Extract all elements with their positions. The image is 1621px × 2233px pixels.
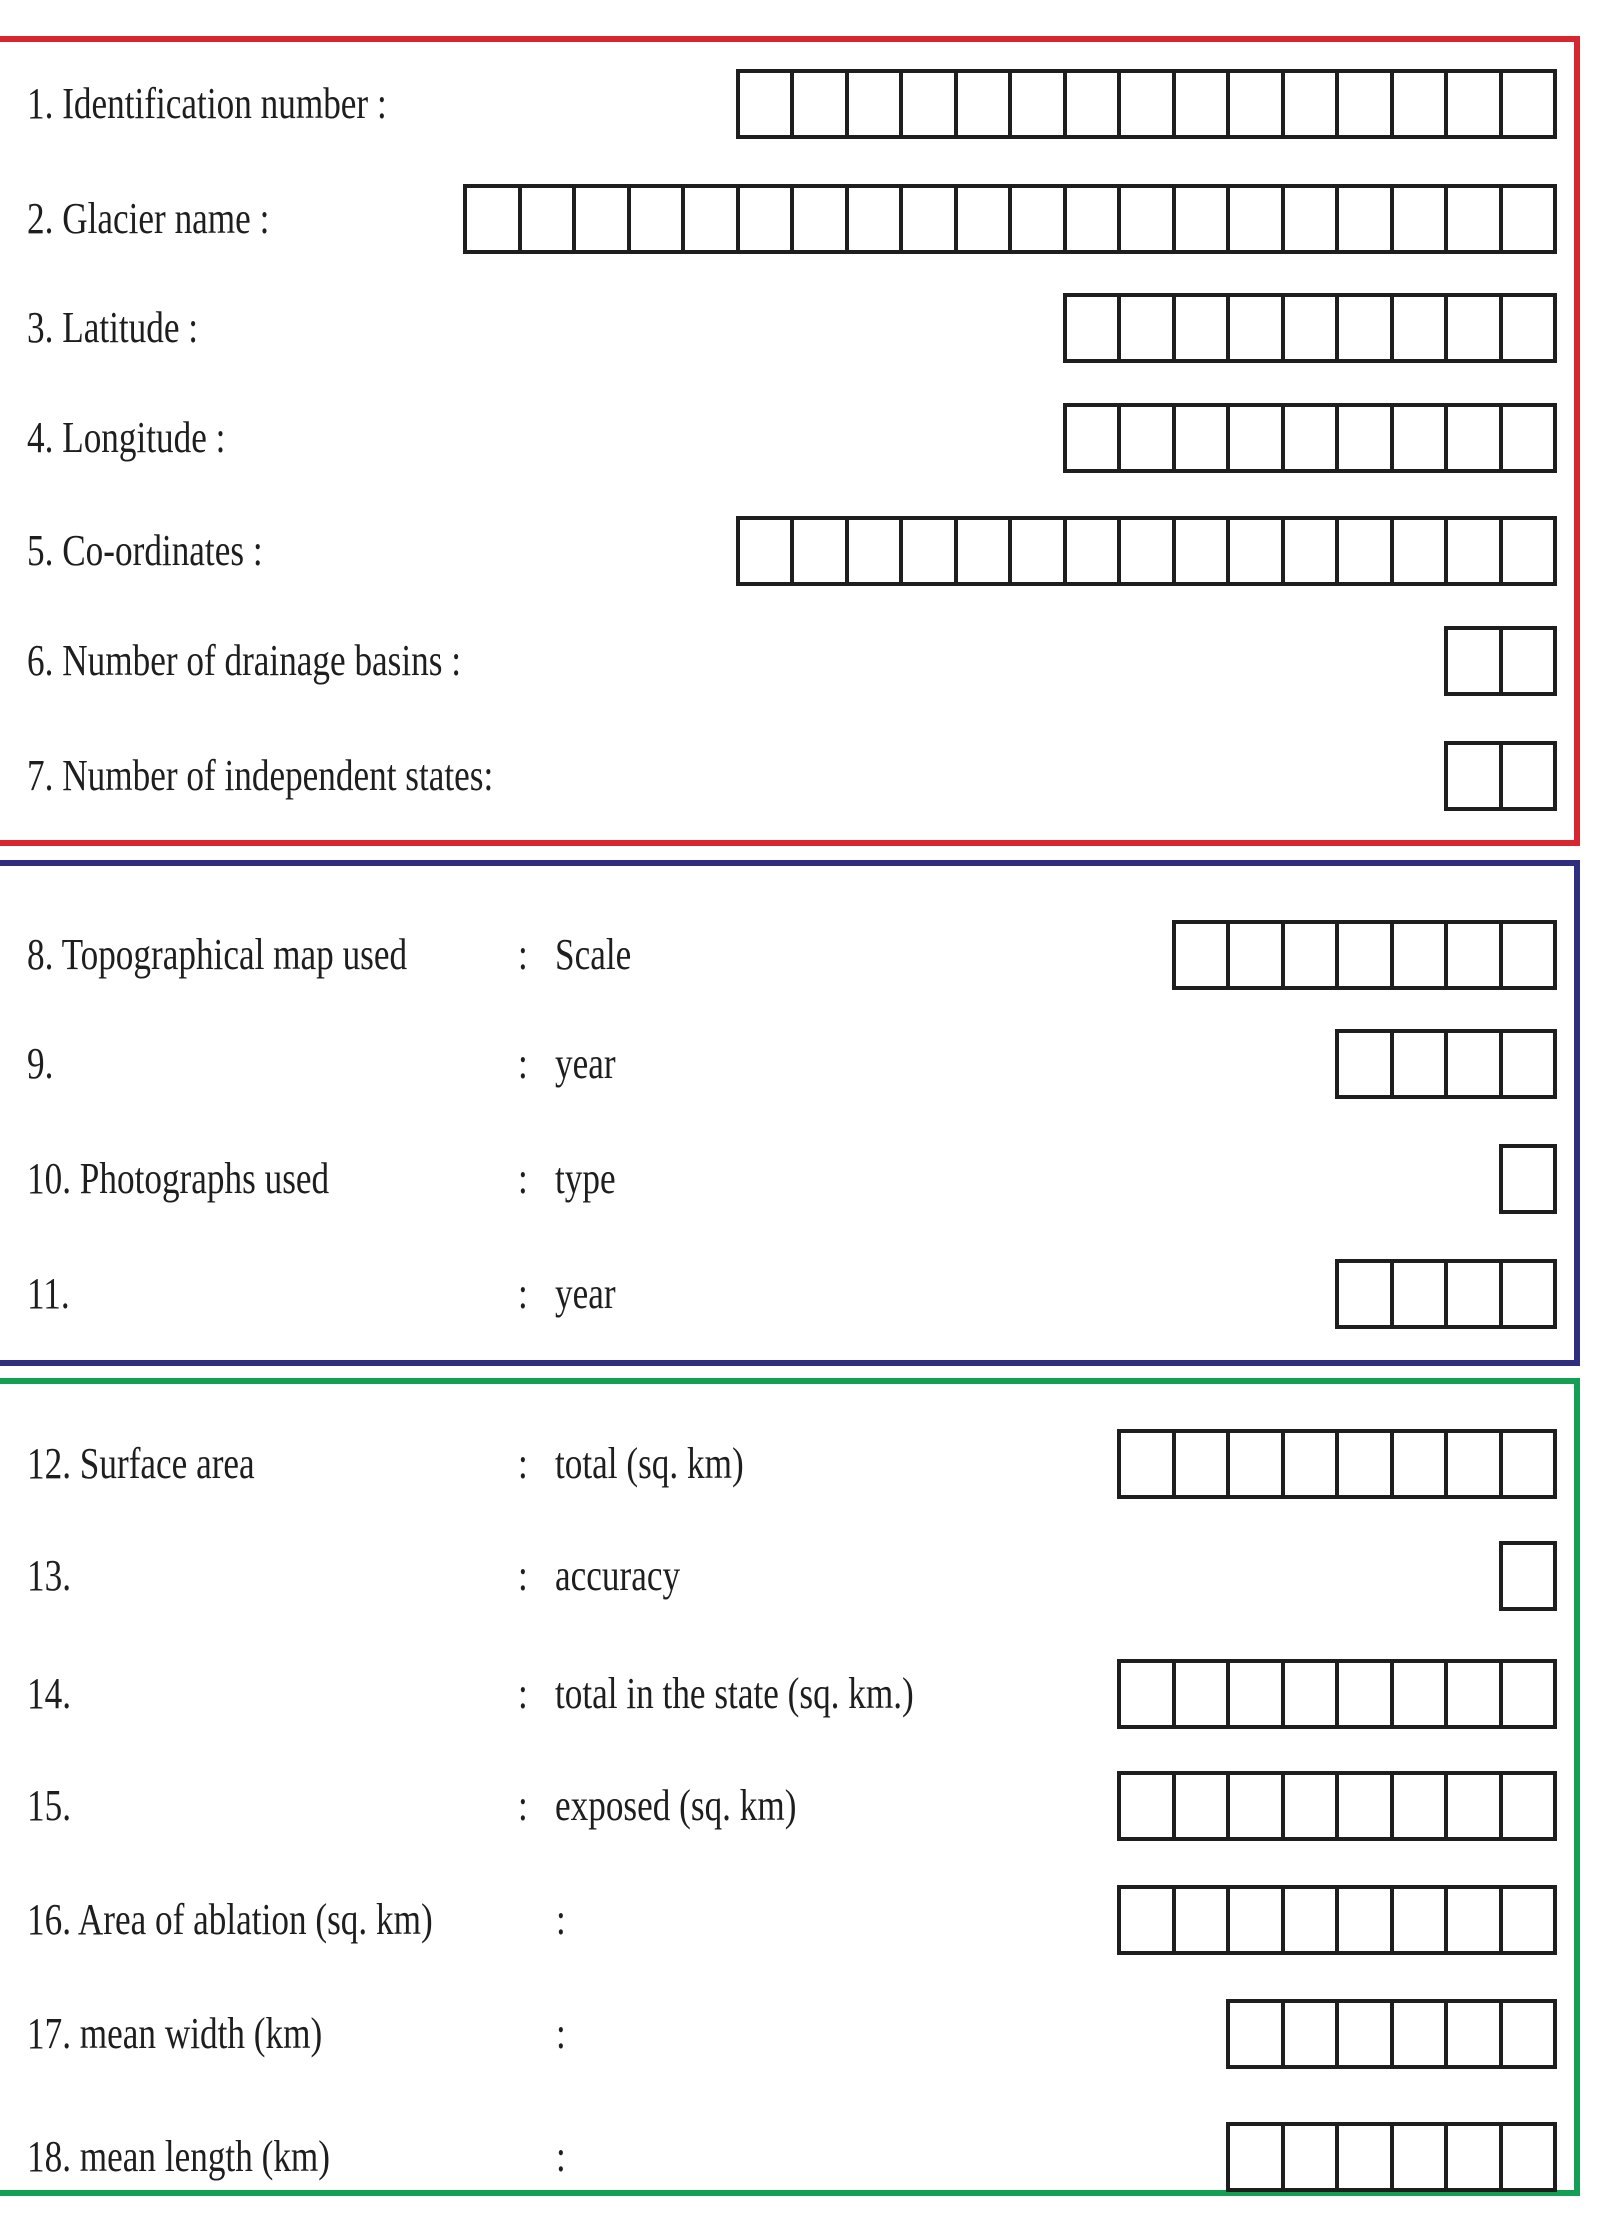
character-boxes (463, 184, 1557, 254)
character-box[interactable] (1281, 516, 1340, 586)
character-box[interactable] (463, 184, 522, 254)
character-box[interactable] (790, 516, 849, 586)
character-box[interactable] (1172, 1429, 1231, 1499)
character-box[interactable] (1444, 1259, 1503, 1329)
character-box[interactable] (1444, 1029, 1503, 1099)
field-label: 15. (27, 1781, 71, 1830)
character-box[interactable] (1444, 1885, 1503, 1955)
field-colon: : (518, 1039, 528, 1088)
character-boxes (1499, 1541, 1558, 1611)
field-sublabel: exposed (sq. km) (555, 1781, 797, 1830)
character-box[interactable] (736, 184, 795, 254)
character-box[interactable] (1117, 1771, 1176, 1841)
character-boxes (1117, 1885, 1557, 1955)
form-row (0, 1029, 1621, 1099)
field-sublabel: accuracy (555, 1551, 681, 1600)
character-box[interactable] (1335, 403, 1394, 473)
character-box[interactable] (1335, 1659, 1394, 1729)
character-box[interactable] (1499, 403, 1558, 473)
character-box[interactable] (1335, 1885, 1394, 1955)
character-boxes (1172, 920, 1558, 990)
character-box[interactable] (1117, 1659, 1176, 1729)
field-sublabel: total in the state (sq. km.) (555, 1669, 914, 1718)
character-box[interactable] (1172, 1659, 1231, 1729)
character-box[interactable] (1281, 1429, 1340, 1499)
character-box[interactable] (1335, 1999, 1394, 2069)
character-box[interactable] (1117, 516, 1176, 586)
field-label: 12. Surface area (27, 1439, 255, 1488)
character-box[interactable] (1444, 1659, 1503, 1729)
field-sublabel: year (555, 1039, 616, 1088)
character-box[interactable] (1390, 69, 1449, 139)
character-box[interactable] (1008, 184, 1067, 254)
character-box[interactable] (1499, 1429, 1558, 1499)
character-box[interactable] (1335, 1259, 1394, 1329)
character-box[interactable] (1226, 1659, 1285, 1729)
form-row (0, 920, 1621, 990)
character-box[interactable] (1226, 1885, 1285, 1955)
form-row (0, 403, 1621, 473)
character-box[interactable] (1172, 1771, 1231, 1841)
character-box[interactable] (1281, 1659, 1340, 1729)
character-box[interactable] (1499, 1541, 1558, 1611)
character-box[interactable] (1063, 403, 1122, 473)
character-box[interactable] (1226, 516, 1285, 586)
character-box[interactable] (1335, 184, 1394, 254)
character-box[interactable] (954, 69, 1013, 139)
form-row (0, 1885, 1621, 1955)
character-box[interactable] (1444, 1429, 1503, 1499)
character-box[interactable] (1172, 1885, 1231, 1955)
character-box[interactable] (1117, 1885, 1176, 1955)
character-box[interactable] (1008, 516, 1067, 586)
character-box[interactable] (1335, 2122, 1394, 2192)
character-box[interactable] (1226, 403, 1285, 473)
character-boxes (1226, 2122, 1557, 2192)
character-box[interactable] (1444, 403, 1503, 473)
character-box[interactable] (1063, 516, 1122, 586)
field-label: 7. Number of independent states: (27, 751, 494, 800)
character-box[interactable] (1444, 1999, 1503, 2069)
field-label: 8. Topographical map used (27, 930, 408, 979)
character-box[interactable] (1281, 1999, 1340, 2069)
character-box[interactable] (1499, 184, 1558, 254)
character-boxes (1335, 1029, 1557, 1099)
field-colon: : (518, 1551, 528, 1600)
character-box[interactable] (1499, 69, 1558, 139)
character-box[interactable] (1335, 516, 1394, 586)
character-box[interactable] (1390, 1429, 1449, 1499)
character-box[interactable] (1172, 184, 1231, 254)
character-box[interactable] (1281, 69, 1340, 139)
character-box[interactable] (518, 184, 577, 254)
character-box[interactable] (1390, 1029, 1449, 1099)
character-box[interactable] (1444, 184, 1503, 254)
character-box[interactable] (1390, 184, 1449, 254)
character-box[interactable] (1499, 1144, 1558, 1214)
field-colon: : (556, 1895, 566, 1944)
field-label: 4. Longitude : (27, 413, 226, 462)
character-box[interactable] (790, 69, 849, 139)
form-row (0, 1144, 1621, 1214)
character-box[interactable] (1444, 2122, 1503, 2192)
form-row (0, 2122, 1621, 2192)
character-box[interactable] (1281, 920, 1340, 990)
character-box[interactable] (954, 184, 1013, 254)
form-row (0, 1259, 1621, 1329)
character-box[interactable] (1063, 293, 1122, 363)
character-box[interactable] (899, 184, 958, 254)
character-box[interactable] (1499, 741, 1558, 811)
field-colon: : (518, 1439, 528, 1488)
character-box[interactable] (1444, 69, 1503, 139)
character-box[interactable] (1226, 1999, 1285, 2069)
character-box[interactable] (1281, 2122, 1340, 2192)
character-box[interactable] (1063, 69, 1122, 139)
character-box[interactable] (1335, 1429, 1394, 1499)
character-box[interactable] (1390, 1659, 1449, 1729)
field-colon: : (518, 1669, 528, 1718)
field-label: 14. (27, 1669, 71, 1718)
character-box[interactable] (1226, 1429, 1285, 1499)
field-label: 1. Identification number : (27, 79, 387, 128)
character-box[interactable] (1226, 2122, 1285, 2192)
form-row (0, 1999, 1621, 2069)
character-box[interactable] (1172, 920, 1231, 990)
character-box[interactable] (1172, 69, 1231, 139)
character-box[interactable] (1390, 1259, 1449, 1329)
character-box[interactable] (1335, 920, 1394, 990)
character-boxes (1335, 1259, 1557, 1329)
form-row (0, 184, 1621, 254)
character-box[interactable] (1499, 1259, 1558, 1329)
character-boxes (1226, 1999, 1557, 2069)
character-box[interactable] (1281, 1771, 1340, 1841)
character-box[interactable] (1335, 1771, 1394, 1841)
field-label: 6. Number of drainage basins : (27, 636, 462, 685)
field-colon: : (518, 1781, 528, 1830)
character-box[interactable] (790, 184, 849, 254)
form-row (0, 1541, 1621, 1611)
form-row (0, 626, 1621, 696)
form-row (0, 741, 1621, 811)
field-sublabel: year (555, 1269, 616, 1318)
character-box[interactable] (1172, 516, 1231, 586)
field-label: 5. Co-ordinates : (27, 526, 263, 575)
character-box[interactable] (1117, 184, 1176, 254)
field-colon: : (556, 2132, 566, 2181)
form-row (0, 1771, 1621, 1841)
character-box[interactable] (736, 516, 795, 586)
character-box[interactable] (1281, 184, 1340, 254)
character-boxes (1499, 1144, 1558, 1214)
character-box[interactable] (1335, 293, 1394, 363)
character-box[interactable] (627, 184, 686, 254)
field-sublabel: Scale (555, 930, 632, 979)
character-box[interactable] (1499, 1029, 1558, 1099)
character-boxes (1444, 741, 1557, 811)
field-colon: : (556, 2009, 566, 2058)
field-label: 2. Glacier name : (27, 194, 270, 243)
character-boxes (1444, 626, 1557, 696)
field-label: 9. (27, 1039, 54, 1088)
character-box[interactable] (1444, 920, 1503, 990)
character-box[interactable] (1390, 1771, 1449, 1841)
character-box[interactable] (1499, 2122, 1558, 2192)
form-row (0, 516, 1621, 586)
character-box[interactable] (1444, 741, 1503, 811)
character-boxes (1117, 1659, 1557, 1729)
character-box[interactable] (1281, 403, 1340, 473)
character-boxes (736, 69, 1558, 139)
field-label: 13. (27, 1551, 71, 1600)
character-box[interactable] (1499, 1659, 1558, 1729)
character-box[interactable] (1390, 293, 1449, 363)
field-label: 11. (27, 1269, 70, 1318)
character-box[interactable] (1499, 626, 1558, 696)
field-colon: : (518, 1269, 528, 1318)
character-boxes (1063, 403, 1558, 473)
field-label: 18. mean length (km) (27, 2132, 331, 2181)
character-box[interactable] (1172, 293, 1231, 363)
character-box[interactable] (1499, 920, 1558, 990)
character-box[interactable] (1172, 403, 1231, 473)
character-box[interactable] (1390, 516, 1449, 586)
character-box[interactable] (954, 516, 1013, 586)
character-box[interactable] (1499, 293, 1558, 363)
character-box[interactable] (845, 69, 904, 139)
character-box[interactable] (1117, 403, 1176, 473)
character-box[interactable] (1390, 1999, 1449, 2069)
character-box[interactable] (1390, 920, 1449, 990)
character-box[interactable] (899, 69, 958, 139)
character-boxes (1063, 293, 1558, 363)
character-box[interactable] (736, 69, 795, 139)
character-box[interactable] (1117, 69, 1176, 139)
character-box[interactable] (1226, 1771, 1285, 1841)
field-label: 16. Area of ablation (sq. km) (27, 1895, 433, 1944)
character-box[interactable] (1063, 184, 1122, 254)
character-box[interactable] (572, 184, 631, 254)
field-sublabel: total (sq. km) (555, 1439, 744, 1488)
field-colon: : (518, 1154, 528, 1203)
character-box[interactable] (1390, 1885, 1449, 1955)
field-colon: : (518, 930, 528, 979)
character-box[interactable] (1117, 293, 1176, 363)
character-box[interactable] (1226, 69, 1285, 139)
field-label: 17. mean width (km) (27, 2009, 323, 2058)
character-box[interactable] (1390, 403, 1449, 473)
form-row (0, 69, 1621, 139)
character-box[interactable] (1499, 1885, 1558, 1955)
character-box[interactable] (845, 516, 904, 586)
character-box[interactable] (1390, 2122, 1449, 2192)
character-box[interactable] (681, 184, 740, 254)
character-box[interactable] (1281, 293, 1340, 363)
character-box[interactable] (1499, 1771, 1558, 1841)
character-box[interactable] (899, 516, 958, 586)
character-box[interactable] (1117, 1429, 1176, 1499)
character-box[interactable] (1226, 920, 1285, 990)
field-sublabel: type (555, 1154, 616, 1203)
character-box[interactable] (1444, 516, 1503, 586)
character-boxes (1117, 1771, 1557, 1841)
form-row (0, 1659, 1621, 1729)
character-box[interactable] (1226, 293, 1285, 363)
character-box[interactable] (1226, 184, 1285, 254)
character-box[interactable] (1444, 293, 1503, 363)
field-label: 10. Photographs used (27, 1154, 330, 1203)
character-box[interactable] (1499, 1999, 1558, 2069)
form-row (0, 293, 1621, 363)
character-box[interactable] (1008, 69, 1067, 139)
character-boxes (736, 516, 1558, 586)
character-box[interactable] (1444, 1771, 1503, 1841)
character-box[interactable] (1335, 1029, 1394, 1099)
form-row (0, 1429, 1621, 1499)
character-box[interactable] (1444, 626, 1503, 696)
character-box[interactable] (1281, 1885, 1340, 1955)
character-boxes (1117, 1429, 1557, 1499)
character-box[interactable] (1499, 516, 1558, 586)
character-box[interactable] (845, 184, 904, 254)
field-label: 3. Latitude : (27, 303, 199, 352)
character-box[interactable] (1335, 69, 1394, 139)
